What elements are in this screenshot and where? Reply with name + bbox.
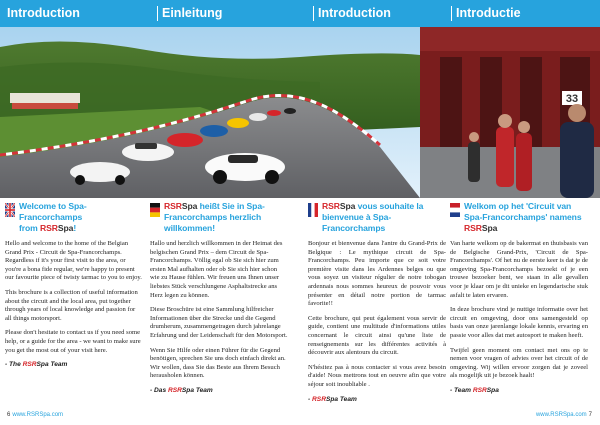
header-tab-de: Einleitung bbox=[157, 0, 222, 27]
header-tab-fr: Introduction bbox=[313, 0, 391, 27]
paragraph-fr-3: N'hésitez pas à nous contacter si vous avez besoin d'aide! Nous mettrons tout en oeuvre afin que votre séjour soit inoubliable . bbox=[308, 363, 446, 388]
column-german bbox=[150, 201, 288, 396]
paragraph-nl-3: Twijfel geen moment om contact met ons op te nemen voor vragen of advies over het circuit of de omgeving. Wij willen ervoor zorgen dat je zoveel als mogelijk uit je bezoek haalt! bbox=[450, 346, 588, 380]
page-number-right: 7 bbox=[588, 412, 592, 418]
website-link-right[interactable]: www.RSRSpa.com bbox=[535, 412, 587, 418]
circuit-photo bbox=[0, 27, 600, 198]
footer-left bbox=[5, 412, 63, 422]
signature-fr: - RSRSpa Team bbox=[308, 395, 357, 403]
paragraph-en-1: Hello and welcome to the home of the Belgian Grand Prix - Circuit de Spa-Francorchamps. Regardless if it's your first visit to the area, or you're a bona fide regular, we're happy to present our favourite piece of twisty tarmac to you to enjoy. bbox=[5, 240, 142, 282]
nl-flag-icon bbox=[450, 203, 460, 217]
signature-en: - The RSRSpa Team bbox=[5, 361, 68, 369]
paragraph-fr-1: Bonjour et bienvenue dans l'antre du Grand-Prix de Belgique : Le mythique circuit de Spa-Francorchamps. Peu importe que ce soit votre première visite dans les Ardennes belges ou que vous soyez un visiteur régulier de notre tobogan ardennais nous sommes heureux de pouvoir vous présenter en détail notre portion de tarmac favorite!! bbox=[308, 240, 446, 308]
paragraph-en-3: Please don't hesitate to contact us if you need some help, or a guide for the area - we want to make sure you get the most out of your visit here. bbox=[5, 329, 141, 354]
paragraph-nl-2: In deze brochure vind je nuttige informatie over het circuit en omgeving, door ons samengesteld op basis van onze jarenlange lokale kennis, ervaring en passie voor alles dat met autosport te maken heeft. bbox=[450, 306, 588, 339]
paragraph-nl-1: Van harte welkom op de bakermat en thuisbasis van de Belgische Grand-Prix, 'Circuit de Spa-Francorchamps'. Of het nu de eerste keer is dat je de omgeving Spa-Francorchamps bezoekt of je een trouwe bezoeker bent, we staan in alle gevallen voor je klaar om je dit unieke en legendarische stuk asfalt te laten ervaren. bbox=[450, 240, 588, 299]
signature-de: - Das RSRSpa Team bbox=[150, 386, 213, 394]
column-dutch bbox=[450, 201, 588, 396]
column-english bbox=[5, 201, 143, 370]
uk-flag-icon bbox=[5, 203, 15, 217]
fr-flag-icon bbox=[308, 203, 318, 217]
website-link-left[interactable]: www.RSRSpa.com bbox=[12, 412, 64, 418]
signature-nl: - Team RSRSpa bbox=[450, 386, 499, 394]
page-number-left: 6 bbox=[7, 412, 11, 418]
de-flag-icon bbox=[150, 203, 160, 217]
pit-number: 33 bbox=[565, 93, 579, 105]
header-tab-en: Introduction bbox=[7, 6, 80, 20]
header-tab-nl: Introductie bbox=[451, 0, 521, 27]
welcome-title-de: RSRSpa heißt Sie in Spa-Francorchamps herzlich willkommen! bbox=[164, 201, 265, 233]
welcome-title-fr: RSRSpa vous souhaite la bienvenue à Spa-Francorchamps bbox=[322, 201, 424, 233]
welcome-title-nl: Welkom op het 'Circuit van Spa-Francorchamps' namens RSRSpa bbox=[464, 201, 582, 233]
paragraph-en-2: This brochure is a collection of useful information about the circuit and the local area, put together through years of local knowledge and passion for all things motorsport. bbox=[5, 288, 138, 322]
paragraph-de-2: Diese Broschüre ist eine Sammlung hilfreicher Informationen über die Strecke und die Gegend drumherum, zusammengetragen durch jahrelange Erfahrung und der Leidenschaft für den Motorsport. bbox=[150, 306, 288, 339]
column-french bbox=[308, 201, 446, 404]
paragraph-fr-2: Cette brochure, qui peut également vous servir de guide, contient une multitude d'informations utiles concernant le circuit ainsi qu'une liste de renseignements sur les différentes activités à découvrir aux alentours du circuit. bbox=[308, 314, 446, 357]
welcome-title-en: Welcome to Spa-Francorchamps from RSRSpa! bbox=[19, 201, 87, 233]
paragraph-de-3: Wenn Sie Hilfe oder einen Führer für die Gegend benötigen, sprechen Sie uns doch einfach direkt an. Wir wollen, dass Sie das Beste aus Ihrem Besuch herausholen können. bbox=[150, 346, 286, 380]
section-header-bar bbox=[0, 0, 600, 27]
paragraph-de-1: Hallo und herzlich willkommen in der Heimat des belgischen Grand Prix – dem Circuit de Spa-Francorchamps. Völlig egal ob Sie sich hier zum ersten Mal aufhalten oder ob Sie sich hier schon wie zu Hause fühlen. Wir freuen uns Ihnen unser liebstes Stück verschlungene Asphaltstrecke ans Herz legen zu können. bbox=[150, 240, 283, 299]
footer-right bbox=[536, 412, 594, 422]
